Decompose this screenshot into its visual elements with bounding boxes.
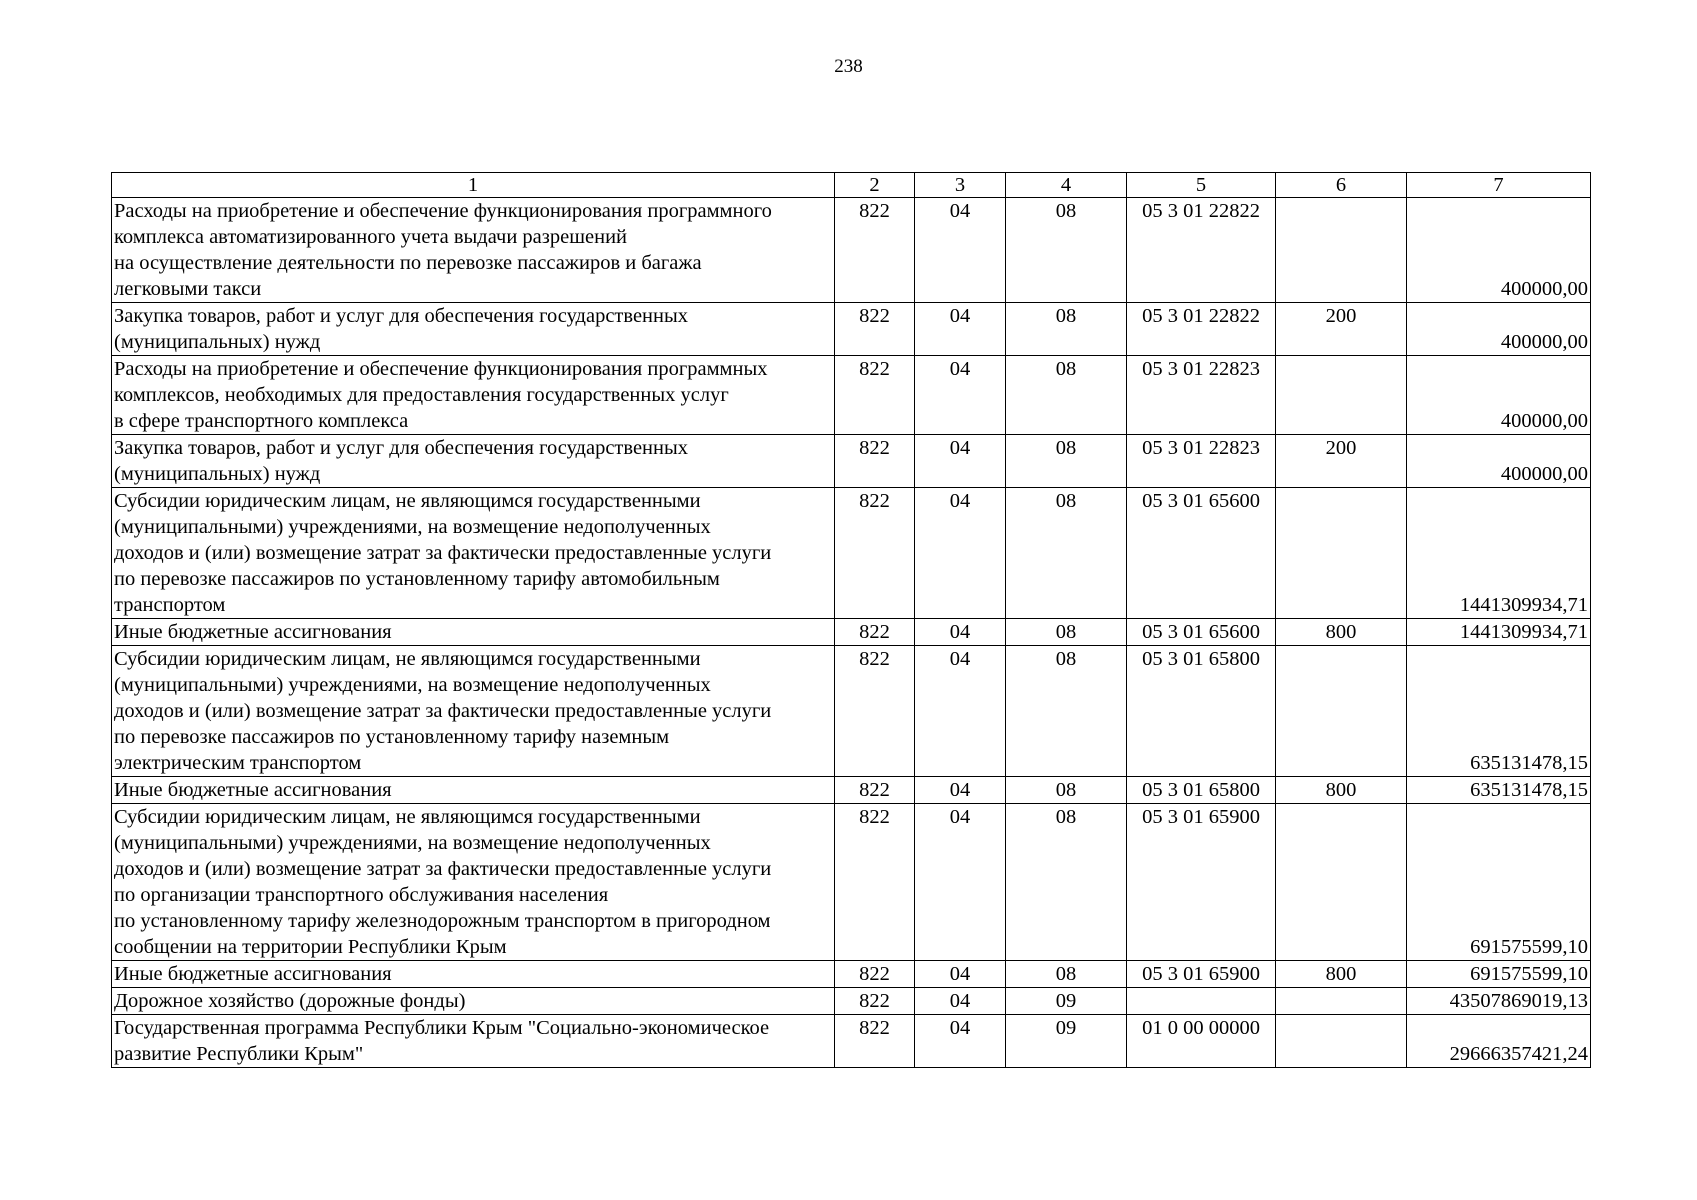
- row-section-cell: 04: [915, 804, 1006, 961]
- row-subsection-cell: 08: [1006, 777, 1127, 804]
- table-row: [112, 356, 1591, 435]
- row-amount-cell: 1441309934,71: [1407, 488, 1591, 619]
- table-row: [112, 435, 1591, 488]
- row-code-cell: 822: [835, 1015, 915, 1068]
- row-expense-type-cell: 800: [1276, 961, 1407, 988]
- row-target-article-cell: 05 3 01 65800: [1127, 777, 1276, 804]
- row-section-cell: 04: [915, 646, 1006, 777]
- row-target-article-cell: 01 0 00 00000: [1127, 1015, 1276, 1068]
- row-name-cell: Субсидии юридическим лицам, не являющимся государственными (муниципальными) учреждениями, на возмещение недополученных доходов и (или) возмещение затрат за фактически предоставленные услуги по перевозке пассажиров по установленному тарифу автомобильным транспортом: [112, 488, 835, 619]
- row-subsection-cell: 09: [1006, 988, 1127, 1015]
- row-section-cell: 04: [915, 961, 1006, 988]
- row-name-cell: Субсидии юридическим лицам, не являющимся государственными (муниципальными) учреждениями, на возмещение недополученных доходов и (или) возмещение затрат за фактически предоставленные услуги по перевозке пассажиров по установленному тарифу наземным электрическим транспортом: [112, 646, 835, 777]
- row-code-cell: 822: [835, 988, 915, 1015]
- row-subsection-cell: 08: [1006, 303, 1127, 356]
- row-subsection-cell: 08: [1006, 435, 1127, 488]
- row-code-cell: 822: [835, 435, 915, 488]
- row-amount-cell: 691575599,10: [1407, 804, 1591, 961]
- row-target-article-cell: 05 3 01 65600: [1127, 619, 1276, 646]
- row-target-article-cell: 05 3 01 65900: [1127, 961, 1276, 988]
- table-row: [112, 988, 1591, 1015]
- row-code-cell: 822: [835, 488, 915, 619]
- row-expense-type-cell: [1276, 646, 1407, 777]
- row-section-cell: 04: [915, 988, 1006, 1015]
- row-amount-cell: 400000,00: [1407, 198, 1591, 303]
- row-target-article-cell: [1127, 988, 1276, 1015]
- row-name-cell: Расходы на приобретение и обеспечение функционирования программного комплекса автоматизированного учета выдачи разрешений на осуществление деятельности по перевозке пассажиров и багажа легковыми такси: [112, 198, 835, 303]
- header-cell-6: 6: [1276, 173, 1407, 198]
- table-row: [112, 804, 1591, 961]
- row-code-cell: 822: [835, 804, 915, 961]
- row-expense-type-cell: [1276, 804, 1407, 961]
- row-section-cell: 04: [915, 435, 1006, 488]
- row-name-cell: Закупка товаров, работ и услуг для обеспечения государственных (муниципальных) нужд: [112, 435, 835, 488]
- row-code-cell: 822: [835, 198, 915, 303]
- table-row: [112, 646, 1591, 777]
- row-name-cell: Субсидии юридическим лицам, не являющимся государственными (муниципальными) учреждениями, на возмещение недополученных доходов и (или) возмещение затрат за фактически предоставленные услуги по организации транспортного обслуживания населения по установленному тарифу железнодорожным транспортом в пригородном сообщении на территории Республики Крым: [112, 804, 835, 961]
- row-subsection-cell: 08: [1006, 646, 1127, 777]
- row-subsection-cell: 08: [1006, 356, 1127, 435]
- row-expense-type-cell: [1276, 1015, 1407, 1068]
- row-expense-type-cell: 200: [1276, 435, 1407, 488]
- row-section-cell: 04: [915, 777, 1006, 804]
- row-target-article-cell: 05 3 01 22823: [1127, 435, 1276, 488]
- header-cell-2: 2: [835, 173, 915, 198]
- row-subsection-cell: 08: [1006, 619, 1127, 646]
- row-section-cell: 04: [915, 356, 1006, 435]
- row-amount-cell: 635131478,15: [1407, 777, 1591, 804]
- row-section-cell: 04: [915, 1015, 1006, 1068]
- header-cell-7: 7: [1407, 173, 1591, 198]
- row-amount-cell: 400000,00: [1407, 303, 1591, 356]
- table-row: [112, 198, 1591, 303]
- row-name-cell: Иные бюджетные ассигнования: [112, 619, 835, 646]
- table-row: [112, 303, 1591, 356]
- row-name-cell: Дорожное хозяйство (дорожные фонды): [112, 988, 835, 1015]
- table-header-row: [112, 173, 1591, 198]
- header-cell-3: 3: [915, 173, 1006, 198]
- row-expense-type-cell: [1276, 988, 1407, 1015]
- row-section-cell: 04: [915, 488, 1006, 619]
- table-row: [112, 1015, 1591, 1068]
- row-expense-type-cell: [1276, 356, 1407, 435]
- row-name-cell: Иные бюджетные ассигнования: [112, 961, 835, 988]
- row-subsection-cell: 09: [1006, 1015, 1127, 1068]
- row-expense-type-cell: 200: [1276, 303, 1407, 356]
- row-name-cell: Иные бюджетные ассигнования: [112, 777, 835, 804]
- table-row: [112, 488, 1591, 619]
- row-section-cell: 04: [915, 303, 1006, 356]
- row-target-article-cell: 05 3 01 65900: [1127, 804, 1276, 961]
- header-cell-1: 1: [112, 173, 835, 198]
- row-target-article-cell: 05 3 01 22822: [1127, 198, 1276, 303]
- row-target-article-cell: 05 3 01 65800: [1127, 646, 1276, 777]
- page-number: 238: [834, 56, 863, 77]
- row-subsection-cell: 08: [1006, 198, 1127, 303]
- table-row: [112, 961, 1591, 988]
- row-subsection-cell: 08: [1006, 488, 1127, 619]
- row-code-cell: 822: [835, 961, 915, 988]
- row-section-cell: 04: [915, 198, 1006, 303]
- row-expense-type-cell: 800: [1276, 777, 1407, 804]
- row-target-article-cell: 05 3 01 22822: [1127, 303, 1276, 356]
- row-code-cell: 822: [835, 777, 915, 804]
- table-row: [112, 777, 1591, 804]
- row-subsection-cell: 08: [1006, 961, 1127, 988]
- row-amount-cell: 43507869019,13: [1407, 988, 1591, 1015]
- row-code-cell: 822: [835, 356, 915, 435]
- table-row: [112, 619, 1591, 646]
- row-expense-type-cell: [1276, 198, 1407, 303]
- row-section-cell: 04: [915, 619, 1006, 646]
- budget-table: [111, 172, 1591, 1068]
- row-expense-type-cell: 800: [1276, 619, 1407, 646]
- row-expense-type-cell: [1276, 488, 1407, 619]
- row-name-cell: Закупка товаров, работ и услуг для обеспечения государственных (муниципальных) нужд: [112, 303, 835, 356]
- row-amount-cell: 1441309934,71: [1407, 619, 1591, 646]
- row-amount-cell: 400000,00: [1407, 435, 1591, 488]
- row-code-cell: 822: [835, 646, 915, 777]
- row-name-cell: Расходы на приобретение и обеспечение функционирования программных комплексов, необходимых для предоставления государственных услуг в сфере транспортного комплекса: [112, 356, 835, 435]
- row-target-article-cell: 05 3 01 22823: [1127, 356, 1276, 435]
- row-name-cell: Государственная программа Республики Крым "Социально-экономическое развитие Республики Крым": [112, 1015, 835, 1068]
- row-amount-cell: 691575599,10: [1407, 961, 1591, 988]
- row-target-article-cell: 05 3 01 65600: [1127, 488, 1276, 619]
- row-amount-cell: 29666357421,24: [1407, 1015, 1591, 1068]
- row-code-cell: 822: [835, 619, 915, 646]
- header-cell-5: 5: [1127, 173, 1276, 198]
- row-amount-cell: 400000,00: [1407, 356, 1591, 435]
- row-subsection-cell: 08: [1006, 804, 1127, 961]
- row-amount-cell: 635131478,15: [1407, 646, 1591, 777]
- header-cell-4: 4: [1006, 173, 1127, 198]
- row-code-cell: 822: [835, 303, 915, 356]
